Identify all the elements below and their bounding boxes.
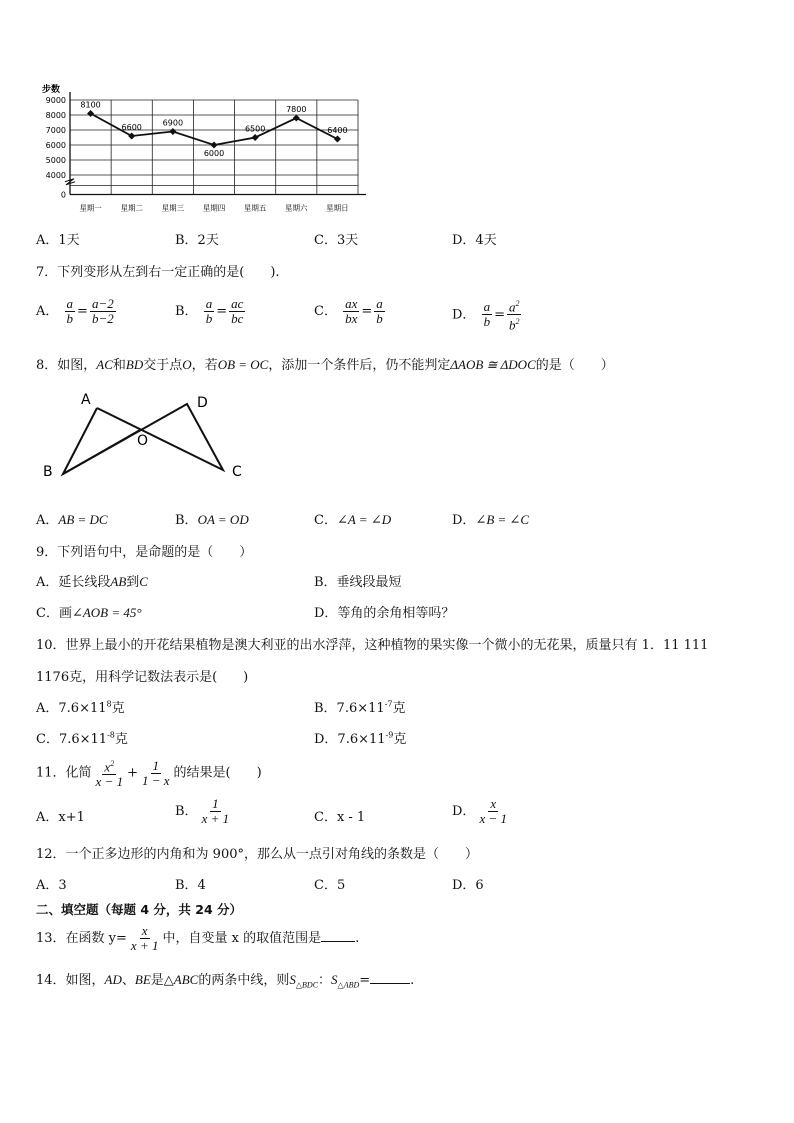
q13-stem (36, 924, 359, 953)
frac-num: a (483, 299, 491, 315)
q6-option-b[interactable]: B．2天 (175, 233, 219, 248)
text: D．7.6×11 (314, 732, 386, 747)
option-math: AB = DC (58, 512, 108, 527)
x-tick-label: 星期四 (202, 203, 226, 213)
q10-option-a[interactable] (36, 697, 125, 716)
math: S (289, 972, 296, 987)
text: 的两条中线，则 (198, 973, 290, 988)
equals: = (216, 304, 228, 319)
equals: = (361, 304, 373, 319)
y-tick-label: 7000 (45, 126, 66, 135)
q7-option-a[interactable] (36, 297, 118, 326)
x-tick-label: 星期三 (161, 203, 185, 213)
math: C (139, 574, 148, 589)
y-tick-label: 5000 (45, 156, 66, 165)
option-math: OA = OD (197, 512, 249, 527)
equals: = (494, 307, 505, 323)
q7-option-d[interactable]: D． $\frac{a}{b}$ = $\frac{a^2}{b^2}$ (452, 299, 520, 333)
text: ，添加一个条件后，仍不能判定 (268, 358, 451, 373)
data-point (252, 134, 259, 141)
frac-num: x (490, 796, 497, 811)
frac-den: 1 − x (142, 772, 170, 788)
q11-option-b[interactable] (175, 797, 233, 826)
math: AB (110, 574, 127, 589)
q9-stem: 9．下列语句中，是命题的是（ ） (36, 545, 253, 560)
option-label: A． (36, 304, 59, 319)
q7-option-c[interactable] (314, 297, 387, 326)
exponent: -9 (385, 730, 394, 740)
q10-stem-line1: 10．世界上最小的开花结果植物是澳大利亚的出水浮萍，这种植物的果实像一个微小的无花果，质量只有 1．11 111 (36, 638, 709, 653)
data-label: 6400 (327, 126, 348, 135)
q12-option-b[interactable]: B．4 (175, 878, 206, 893)
exponent: -8 (107, 730, 115, 740)
q12-stem: 12．一个正多边形的内角和为 900°，那么从一点引对角线的条数是（ ） (36, 847, 478, 862)
text: = (359, 973, 371, 988)
option-label: B． (175, 804, 198, 819)
label-a: A (81, 392, 91, 408)
math: BD (125, 357, 144, 372)
frac-num: ac (231, 296, 244, 311)
q6-option-c[interactable]: C．3天 (314, 233, 359, 248)
q10-stem-line2: 1176克，用科学记数法表示是( ) (36, 670, 249, 685)
exponent: -7 (384, 699, 393, 709)
answer-blank[interactable] (370, 971, 410, 984)
frac-den: b (376, 311, 383, 326)
label-d: D (197, 395, 208, 411)
q9-option-a[interactable] (36, 571, 148, 590)
text: 克 (392, 701, 406, 716)
chart-ylabel: 步数 (42, 85, 61, 95)
math: ΔAOB ≅ ΔDOC (450, 357, 536, 372)
frac-den: b (483, 314, 491, 330)
data-label: 8100 (80, 100, 101, 110)
x-tick-label: 星期六 (285, 203, 308, 213)
option-label: D． (452, 513, 476, 528)
data-point (128, 132, 135, 139)
frac-num: a (66, 296, 74, 311)
frac-num: a (376, 296, 383, 311)
frac-den: b (205, 311, 213, 326)
option-label: B． (175, 513, 198, 528)
q10-option-d[interactable] (314, 728, 406, 747)
frac-num: x (141, 923, 148, 938)
data-label: 6600 (121, 123, 142, 132)
q8-option-d[interactable] (452, 509, 529, 528)
q9-option-c[interactable] (36, 602, 142, 621)
y-tick-label: 0 (60, 190, 66, 200)
frac-den: x + 1 (201, 811, 230, 826)
option-label: C． (314, 513, 337, 528)
q11-option-a[interactable]: A．x+1 (36, 810, 85, 825)
q9-option-d[interactable]: D．等角的余角相等吗？ (314, 606, 455, 621)
text: 克 (111, 701, 125, 716)
math: AD (104, 972, 122, 987)
text: 是△ (150, 973, 174, 988)
data-point (334, 135, 341, 142)
option-math: ∠A = ∠D (336, 512, 392, 527)
exponent: 2 (110, 759, 115, 768)
text: 和 (112, 358, 126, 373)
q10-option-c[interactable] (36, 728, 128, 747)
frac-den: x − 1 (95, 774, 124, 790)
y-tick-label: 9000 (45, 96, 66, 105)
text: 中，自变量 x 的取值范围是 (162, 931, 322, 946)
math: OB = OC (217, 357, 269, 372)
q8-bowtie-figure (36, 388, 256, 488)
text: C．7.6×11 (36, 732, 108, 747)
triangle-aob (63, 408, 140, 474)
plus: + (127, 765, 138, 781)
q12-option-a[interactable]: A．3 (36, 878, 67, 893)
steps-line-chart (36, 80, 366, 220)
text: 14．如图， (36, 973, 105, 988)
text: A．延长线段 (36, 575, 111, 590)
data-point (169, 128, 176, 135)
section-title-fill-in: 二、填空题（每题 4 分，共 24 分） (36, 902, 243, 917)
option-label: A． (36, 513, 59, 528)
x-tick-label: 星期一 (79, 203, 102, 213)
frac-den: x + 1 (130, 938, 159, 953)
y-tick-label: 8000 (45, 111, 66, 120)
text: 交于点 (143, 358, 183, 373)
text: 、 (121, 973, 135, 988)
q8-option-a[interactable] (36, 509, 108, 528)
frac-num: a (508, 299, 516, 315)
option-math: ∠B = ∠C (475, 512, 530, 527)
q11-stem (36, 757, 262, 789)
q7-option-b[interactable] (175, 297, 247, 326)
q14-stem (36, 969, 414, 990)
text: 11．化简 (36, 765, 92, 781)
y-tick-label: 6000 (45, 141, 66, 150)
q8-option-b[interactable] (175, 509, 249, 528)
text: 的是（ ） (535, 358, 614, 373)
x-tick-label: 星期五 (243, 203, 267, 213)
data-label: 6900 (162, 118, 184, 128)
frac-den: b (66, 311, 74, 326)
data-point (210, 141, 217, 148)
text: C．画 (36, 606, 72, 621)
option-label: B． (175, 304, 198, 319)
frac-num: ax (345, 296, 358, 311)
frac-num: a (205, 296, 213, 311)
frac-den: x − 1 (479, 811, 507, 826)
data-label: 6000 (203, 149, 225, 158)
subscript: △BDC (295, 980, 319, 990)
text: 到 (126, 575, 140, 590)
q10-option-b[interactable] (314, 697, 405, 716)
frac-den: b−2 (91, 311, 114, 326)
frac-den: bc (231, 311, 244, 326)
text: . (410, 973, 415, 988)
text: 克 (114, 732, 128, 747)
q12-option-c[interactable]: C．5 (314, 878, 346, 893)
text: B．7.6×11 (314, 701, 385, 716)
frac-den: b (508, 317, 516, 333)
text: 13．在函数 y= (36, 931, 127, 946)
subscript: △ABD (337, 980, 360, 990)
axis-break (65, 179, 75, 185)
frac-num: a−2 (91, 296, 114, 311)
math: O (182, 357, 192, 372)
math: BE (134, 972, 151, 987)
equals: = (77, 304, 88, 319)
q11-option-c[interactable]: C．x - 1 (314, 810, 366, 825)
text: A．7.6×11 (36, 701, 107, 716)
q6-option-d[interactable]: D．4天 (452, 233, 497, 248)
x-tick-label: 星期日 (326, 203, 349, 213)
text: ，若 (191, 358, 218, 373)
data-point (87, 110, 94, 117)
y-tick-label: 4000 (45, 171, 66, 180)
text: 8．如图， (36, 358, 97, 373)
frac-num: 1 (212, 796, 219, 811)
math: ABC (173, 972, 199, 987)
x-tick-label: 星期二 (120, 203, 143, 213)
text: ： (318, 973, 332, 988)
math: S (331, 972, 338, 987)
text: 克 (393, 732, 407, 747)
q6-option-a[interactable]: A．1天 (36, 233, 80, 248)
q8-option-c[interactable] (314, 509, 391, 528)
q9-option-b[interactable]: B．垂线段最短 (314, 575, 402, 590)
q8-stem (36, 354, 614, 373)
data-label: 7800 (286, 105, 307, 114)
label-c: C (232, 464, 242, 480)
q7-stem: 7．下列变形从左到右一定正确的是( ). (36, 265, 280, 280)
q12-option-d[interactable]: D．6 (452, 878, 484, 893)
q11-option-d[interactable] (452, 797, 511, 826)
frac-den: bx (345, 311, 358, 326)
data-label: 6500 (244, 124, 266, 134)
answer-blank[interactable] (321, 929, 355, 942)
frac-num: 1 (152, 757, 160, 773)
exponent: 8 (106, 699, 112, 709)
label-o: O (137, 433, 149, 449)
label-b: B (43, 464, 53, 480)
frac-num: x (104, 759, 111, 775)
option-label: D． (452, 804, 476, 819)
math: ∠AOB = 45° (71, 605, 142, 620)
option-label: D． (452, 307, 476, 323)
text: . (355, 931, 360, 946)
text: 的结果是( ) (173, 765, 262, 781)
data-point (293, 114, 300, 121)
math: AC (96, 357, 113, 372)
option-label: C． (314, 304, 337, 319)
